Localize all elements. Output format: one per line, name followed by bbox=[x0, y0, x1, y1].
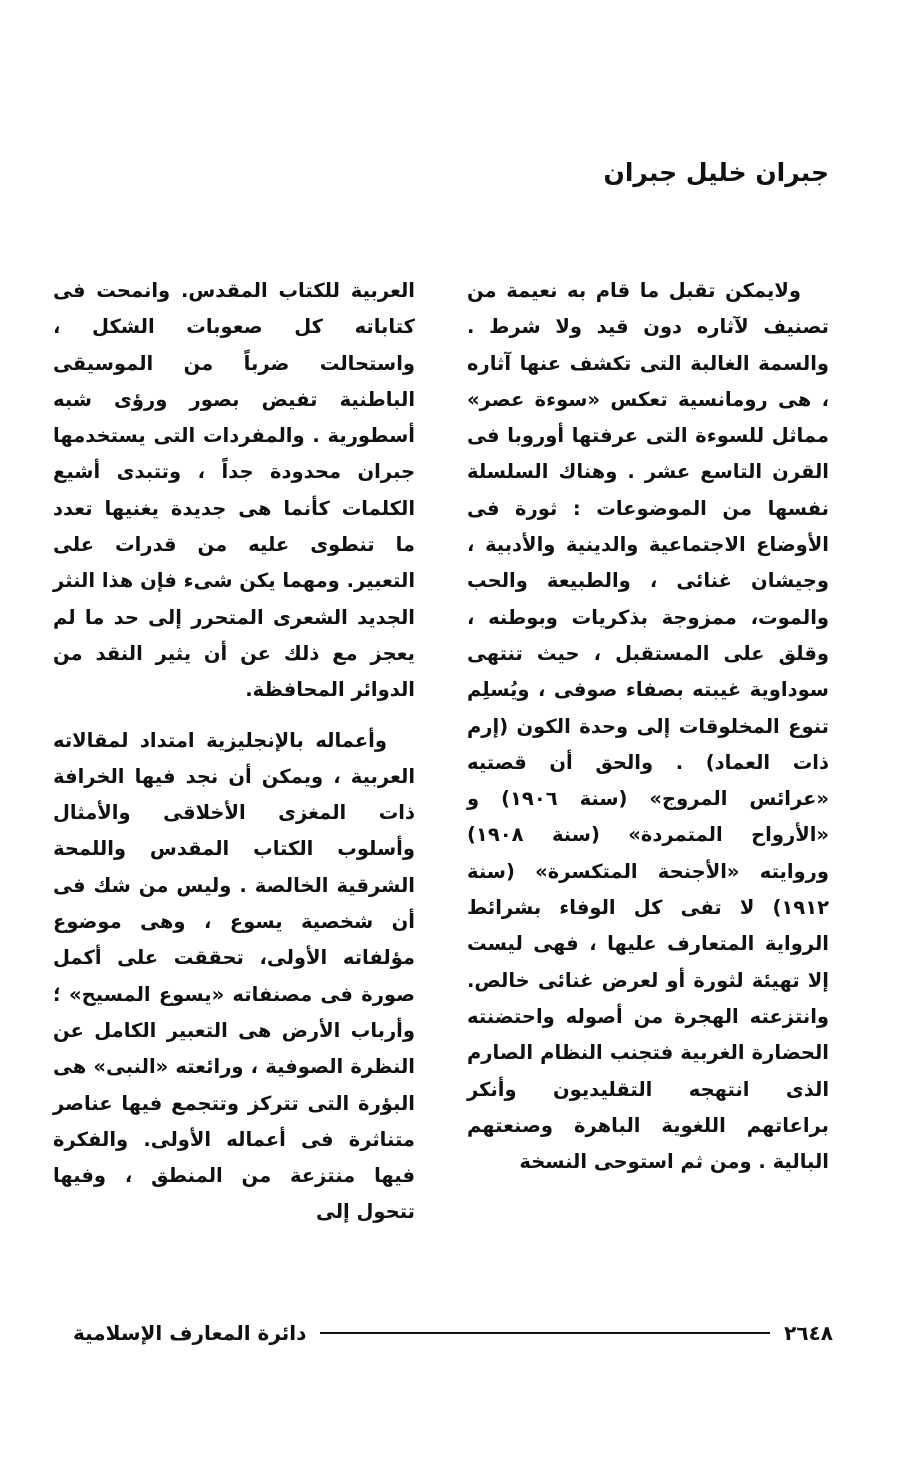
paragraph: ولايمكن تقبل ما قام به نعيمة من تصنيف لآثاره دون قيد ولا شرط . والسمة الغالبة التى تكشف عنها آثاره ، هى رومانسية تعكس «سوءة عصر» مماثل للسوءة التى عرفتها أوروبا فى القرن التاسع عشر . وهناك السلسلة نفسها من الموضوعات : ثورة فى الأوضاع الاجتماعية والدينية والأدبية ، وجيشان غنائى ، والطبيعة والحب والموت، ممزوجة بذكريات وبوطنه ، وقلق على المستقبل ، حيث تنتهى سوداوية غيبته بصفاء صوفى ، ويُسلِم تنوع المخلوقات إلى وحدة الكون (إرم ذات العماد) . والحق أن قصتيه «عرائس المروج» (سنة ١٩٠٦) و «الأرواح المتمردة» (سنة ١٩٠٨) وروايته «الأجنحة المتكسرة» (سنة ١٩١٢) لا تفى كل الوفاء بشرائط الرواية المتعارف عليها ، فهى ليست إلا تهيئة لثورة أو لعرض غنائى خالص. وانتزعته الهجرة من أصوله واحتضنته الحضارة الغربية فتجنب النظام الصارم الذى انتهجه التقليديون وأنكر براعاتهم اللغوية الباهرة وصنعتهم البالية . ومن ثم استوحى النسخة bbox=[467, 279, 830, 1174]
text-column-right bbox=[467, 273, 829, 1180]
running-header bbox=[603, 158, 829, 188]
page-number: ٢٦٤٨ bbox=[784, 1321, 833, 1345]
text-column-left bbox=[53, 273, 415, 1231]
paragraph: وأعماله بالإنجليزية امتداد لمقالاته العربية ، ويمكن أن نجد فيها الخرافة ذات المغزى الأخلاقى والأمثال وأسلوب الكتاب المقدس واللمحة الشرقية الخالصة . وليس من شك فى أن شخصية يسوع ، وهى موضوع مؤلفاته الأولى، تحققت على أكمل صورة فى مصنفاته «يسوع المسيح» ؛ وأرباب الأرض هى التعبير الكامل عن النظرة الصوفية ، ورائعته «النبى» هى البؤرة التى تتركز وتتجمع فيها عناصر متناثرة فى أعماله الأولى. والفكرة فيها منتزعة من المنطق ، وفيها تتحول إلى bbox=[53, 728, 415, 1224]
footer-divider bbox=[320, 1332, 770, 1334]
running-header-title: جبران خليل جبران bbox=[603, 158, 829, 187]
page-footer bbox=[73, 1318, 833, 1348]
publication-title: دائرة المعارف الإسلامية bbox=[73, 1321, 307, 1345]
paragraph-continued: العربية للكتاب المقدس. وانمحت فى كتاباته كل صعوبات الشكل ، واستحالت ضرباً من الموسيقى الباطنية تفيض بصور ورؤى شبه أسطورية . والمفردات التى يستخدمها جبران محدودة جداً ، وتتبدى أشيع الكلمات كأنما هى جديدة يغنيها تعدد ما تنطوى عليه من قدرات على التعبير. ومهما يكن شىء فإن هذا النثر الجديد الشعرى المتحرر إلى حد ما لم يعجز مع ذلك عن أن يثير النقد من الدوائر المحافظة. bbox=[53, 279, 415, 702]
